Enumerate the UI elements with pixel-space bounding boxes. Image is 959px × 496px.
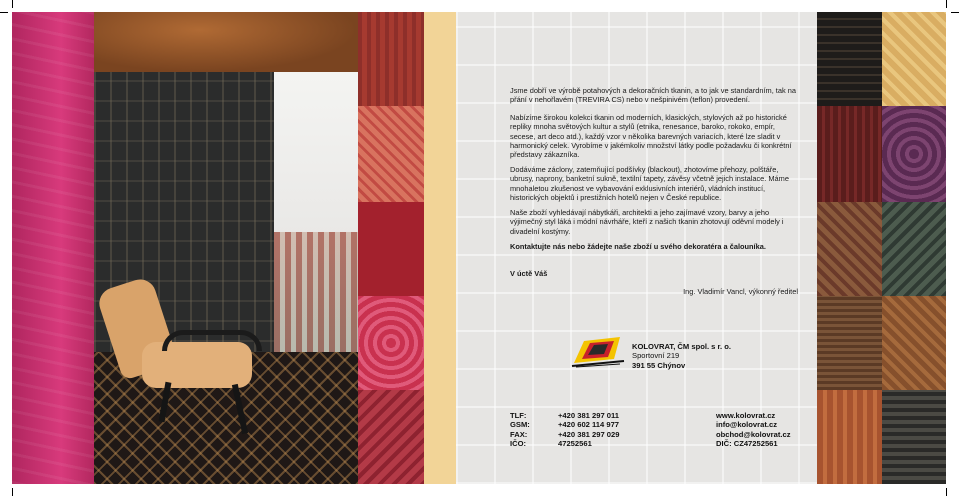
company-city: 391 55 Chýnov bbox=[632, 360, 686, 370]
contact-web bbox=[716, 411, 791, 449]
ceiling bbox=[94, 12, 358, 72]
fabric-swatch bbox=[882, 202, 946, 296]
fabric-swatch bbox=[817, 12, 882, 106]
ico-label: IČO: bbox=[510, 439, 527, 449]
fabric-swatch bbox=[358, 296, 424, 390]
fabric-swatch bbox=[358, 12, 424, 106]
city-view bbox=[274, 232, 358, 362]
customers-paragraph: Naše zboží vyhledávají nábytkáři, architekti a jeho zajímavé vzory, barvy a jeho výjimečný styl láká i módní návrháře, kteří z našich tkanin zhotovují oděvní modely i divadelní kostýmy. bbox=[510, 208, 784, 236]
crop-mark bbox=[12, 0, 13, 8]
crop-mark bbox=[12, 488, 13, 496]
fabric-swatch bbox=[817, 390, 882, 484]
fax-value: +420 381 297 029 bbox=[558, 429, 620, 439]
pink-wall bbox=[12, 12, 94, 484]
crop-mark bbox=[946, 488, 947, 496]
signature: Ing. Vladimír Vancl, výkonný ředitel bbox=[683, 287, 798, 296]
website-link[interactable]: www.kolovrat.cz bbox=[716, 411, 776, 420]
company-address bbox=[632, 342, 731, 370]
email-info-link[interactable]: info@kolovrat.cz bbox=[716, 420, 777, 430]
email-orders-link[interactable]: obchod@kolovrat.cz bbox=[716, 429, 791, 439]
fabric-swatch bbox=[358, 390, 424, 484]
gsm-label: GSM: bbox=[510, 420, 530, 430]
company-street: Sportovní 219 bbox=[632, 351, 680, 361]
fabric-swatch bbox=[817, 202, 882, 296]
services-paragraph: Dodáváme záclony, zatemňující podšívky (blackout), zhotovíme přehozy, polštáře, ubrusy, naprony, banketní sukně, textilní tapety, závěsy včetně jejich instalace. Máme mnohaletou zkušenost ve vybavování exklusivních interiérů, vládních institucí, historických objektů i prestižních hotelů nejen v České republice. bbox=[510, 165, 789, 202]
dic-value: DIČ: CZ47252561 bbox=[716, 439, 778, 449]
tlf-value: +420 381 297 011 bbox=[558, 411, 620, 420]
crop-mark bbox=[0, 12, 8, 13]
crop-mark bbox=[951, 12, 959, 13]
crop-mark bbox=[946, 0, 947, 8]
fabric-swatch bbox=[358, 202, 424, 296]
gsm-value: +420 602 114 977 bbox=[558, 420, 620, 430]
fabric-swatch bbox=[882, 106, 946, 202]
greeting: V úctě Váš bbox=[510, 269, 548, 278]
armchair-arm bbox=[162, 330, 262, 351]
tlf-label: TLF: bbox=[510, 411, 527, 420]
fabric-swatch bbox=[817, 106, 882, 202]
ico-value: 47252561 bbox=[558, 439, 592, 449]
fabric-swatch bbox=[358, 106, 424, 202]
intro-paragraph: Jsme dobří ve výrobě potahových a dekoračních tkanin, a to jak ve standardním, tak na přání v nehořlavém (TREVIRA CS) nebo v nešpinivém (teflon) provedení. bbox=[510, 86, 796, 105]
collection-paragraph: Nabízíme širokou kolekci tkanin od moderních, klasických, stylových až po historické repliky mnoha světových kultur a stylů (etnika, renesance, baroko, rokoko, empír, secese, art deco atd.), každý vzor v několika barevných variacích, které lze sladit v harmonický celek. Vyrobíme v jakémkoliv množství látky podle požadavku či konkrétní představy zákazníka. bbox=[510, 113, 792, 160]
fax-label: FAX: bbox=[510, 429, 528, 439]
contact-numbers bbox=[510, 411, 619, 449]
fabric-swatch bbox=[817, 296, 882, 390]
fabric-swatch bbox=[882, 390, 946, 484]
company-name: KOLOVRAT, ČM spol. s r. o. bbox=[632, 342, 732, 351]
kolovrat-logo bbox=[570, 333, 626, 369]
fabric-swatch bbox=[882, 12, 946, 106]
cream-band bbox=[424, 12, 456, 484]
contact-call-to-action: Kontaktujte nás nebo žádejte naše zboží u svého dekoratéra a čalouníka. bbox=[510, 242, 766, 251]
interior-photo bbox=[12, 12, 358, 484]
fabric-swatch bbox=[882, 296, 946, 390]
